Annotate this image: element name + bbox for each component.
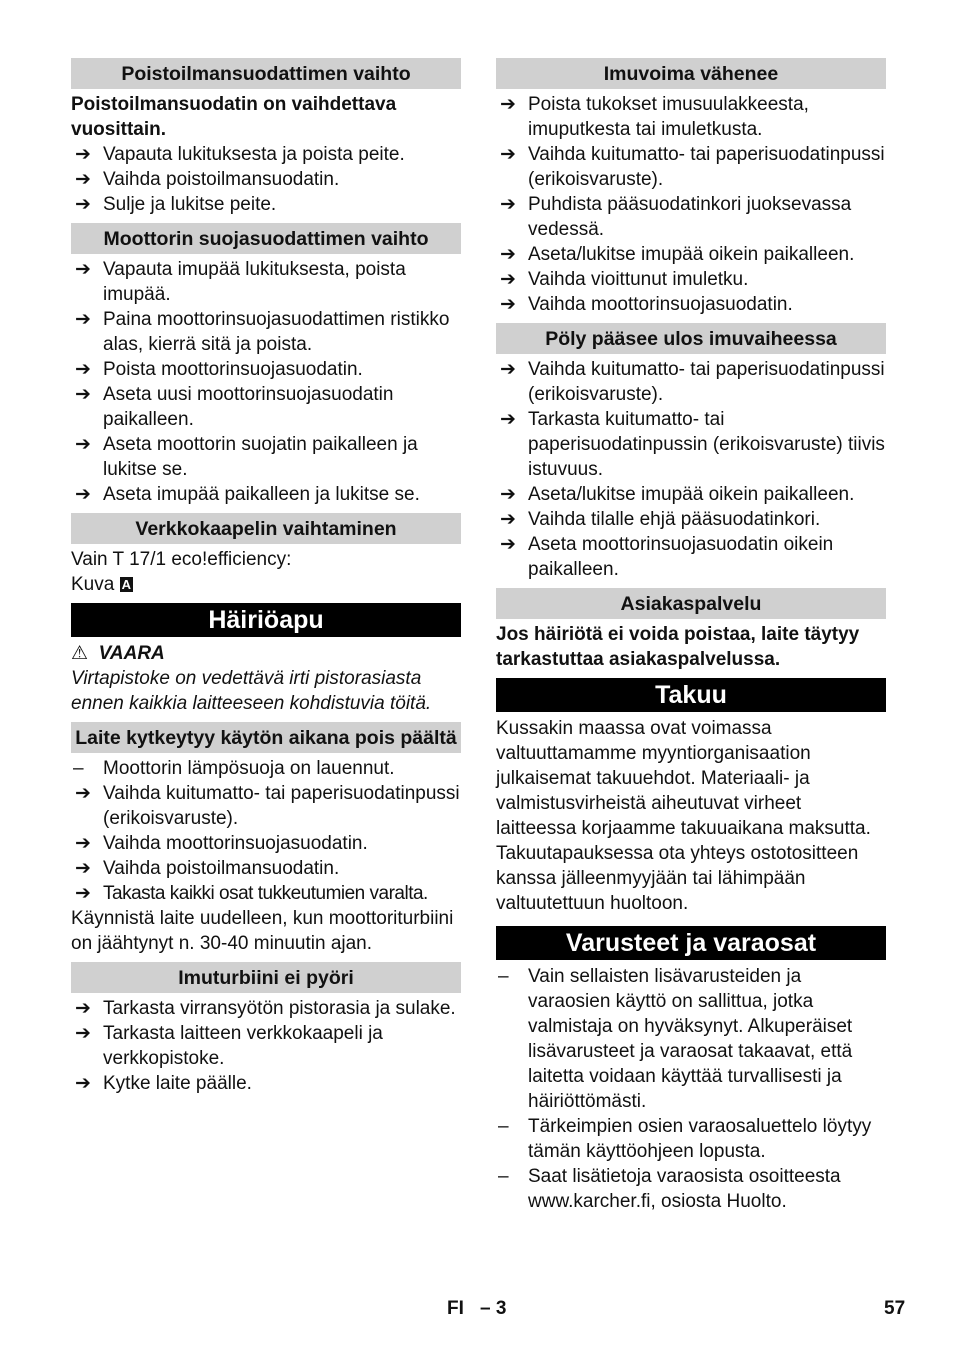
list-item: ➔ Vaihda poistoilmansuodatin. (75, 169, 340, 190)
arrow-icon: ➔ (75, 309, 91, 330)
arrow-icon: ➔ (75, 434, 91, 455)
arrow-icon: ➔ (75, 169, 91, 190)
arrow-icon: ➔ (75, 359, 91, 380)
arrow-icon: ➔ (500, 194, 516, 215)
arrow-icon: ➔ (75, 833, 91, 854)
instruction-list (496, 357, 886, 582)
list-item: ➔ Vaihda moottorinsuojasuodatin. (75, 833, 368, 854)
arrow-icon: ➔ (75, 1023, 91, 1044)
instruction-list (71, 257, 461, 507)
arrow-icon: ➔ (75, 484, 91, 505)
section-page-number: – 3 (480, 1298, 507, 1319)
list-item: ➔ Vaihda vioittunut imuletku. (500, 269, 749, 290)
list-item: ➔ Kytke laite päälle. (75, 1073, 252, 1094)
warning-icon: ⚠ (71, 643, 89, 664)
right-column (496, 58, 886, 1214)
list-item: ➔ Tarkasta kuitumatto- tai paperisuodatinpussin (erikoisvaruste) tiivis istuvuus. (500, 409, 885, 480)
list-item: ➔ Vapauta lukituksesta ja poista peite. (75, 144, 405, 165)
dash-icon: – (498, 1166, 509, 1187)
accessory-list (496, 964, 886, 1214)
list-item: ➔ Vaihda poistoilmansuodatin. (75, 858, 340, 879)
paragraph: Jos häiriötä ei voida poistaa, laite täytyy tarkastuttaa asiakaspalvelussa. (496, 624, 860, 670)
arrow-icon: ➔ (500, 94, 516, 115)
arrow-icon: ➔ (500, 484, 516, 505)
arrow-icon: ➔ (500, 144, 516, 165)
arrow-icon: ➔ (500, 534, 516, 555)
list-item: – Vain sellaisten lisävarusteiden ja varaosien käyttö on sallittua, jotka valmistaja on hyväksynyt. Alkuperäiset lisävarusteet ja varaosat takaavat, että laitetta voidaan käyttää turvallisesti ja häiriöttömästi. (498, 966, 853, 1112)
list-item: – Tärkeimpien osien varaosaluettelo löytyy tämän käyttöohjeen lopusta. (498, 1116, 872, 1162)
arrow-icon: ➔ (500, 294, 516, 315)
arrow-icon: ➔ (75, 783, 91, 804)
main-heading: Häiriöapu (71, 603, 461, 637)
figure-reference: Kuva A (71, 574, 131, 595)
list-item: ➔ Vapauta imupää lukituksesta, poista imupää. (75, 259, 406, 305)
page-footer (0, 1296, 954, 1324)
warning-label: ⚠ VAARA (71, 643, 165, 664)
list-item: ➔ Aseta/lukitse imupää oikein paikalleen. (500, 244, 855, 265)
list-item: ➔ Poista tukokset imusuulakkeesta, imuputkesta tai imuletkusta. (500, 94, 809, 140)
paragraph: Käynnistä laite uudelleen, kun moottoriturbiini on jäähtynyt n. 30-40 minuutin ajan. (71, 908, 454, 954)
arrow-icon: ➔ (500, 509, 516, 530)
paragraph: Poistoilmansuodatin on vaihdettava vuosittain. (71, 94, 397, 140)
language-code: FI (447, 1298, 464, 1319)
list-item: ➔ Vaihda tilalle ehjä pääsuodatinkori. (500, 509, 821, 530)
arrow-icon: ➔ (75, 998, 91, 1019)
list-item: ➔ Sulje ja lukitse peite. (75, 194, 277, 215)
section-heading: Laite kytkeytyy käytön aikana pois päältä (71, 722, 461, 753)
arrow-icon: ➔ (75, 883, 91, 904)
arrow-icon: ➔ (75, 858, 91, 879)
section-heading: Verkkokaapelin vaihtaminen (71, 513, 461, 544)
list-item: ➔ Takasta kaikki osat tukkeutumien varalta. (75, 883, 428, 904)
list-item: ➔ Aseta/lukitse imupää oikein paikalleen. (500, 484, 855, 505)
list-item: – Moottorin lämpösuoja on lauennut. (73, 758, 395, 779)
instruction-list (71, 996, 461, 1096)
instruction-list (496, 92, 886, 317)
main-heading: Takuu (496, 678, 886, 712)
arrow-icon: ➔ (75, 259, 91, 280)
list-item: ➔ Paina moottorinsuojasuodattimen ristikko alas, kierrä sitä ja poista. (75, 309, 450, 355)
list-item: ➔ Tarkasta laitteen verkkokaapeli ja verkkopistoke. (75, 1023, 383, 1069)
list-item: ➔ Aseta moottorinsuojasuodatin oikein paikalleen. (500, 534, 834, 580)
list-item: – Saat lisätietoja varaosista osoitteesta www.karcher.fi, osiosta Huolto. (498, 1166, 841, 1212)
section-heading: Asiakaspalvelu (496, 588, 886, 619)
arrow-icon: ➔ (75, 194, 91, 215)
section-heading: Moottorin suojasuodattimen vaihto (71, 223, 461, 254)
warning-text: Virtapistoke on vedettävä irti pistorasiasta ennen kaikkia laitteeseen kohdistuvia töitä. (71, 668, 432, 714)
arrow-icon: ➔ (500, 244, 516, 265)
arrow-icon: ➔ (75, 144, 91, 165)
list-item: ➔ Vaihda moottorinsuojasuodatin. (500, 294, 793, 315)
left-column (71, 58, 461, 1096)
page-number: 57 (884, 1298, 906, 1319)
arrow-icon: ➔ (75, 384, 91, 405)
section-heading: Imuturbiini ei pyöri (71, 962, 461, 993)
instruction-list (71, 756, 461, 906)
list-item: ➔ Aseta imupää paikalleen ja lukitse se. (75, 484, 420, 505)
arrow-icon: ➔ (500, 359, 516, 380)
list-item: ➔ Vaihda kuitumatto- tai paperisuodatinpussi (erikoisvaruste). (500, 144, 885, 190)
list-item: ➔ Puhdista pääsuodatinkori juoksevassa vedessä. (500, 194, 852, 240)
dash-icon: – (498, 1116, 509, 1137)
list-item: ➔ Aseta moottorin suojatin paikalleen ja lukitse se. (75, 434, 418, 480)
arrow-icon: ➔ (75, 1073, 91, 1094)
list-item: ➔ Aseta uusi moottorinsuojasuodatin paikalleen. (75, 384, 394, 430)
main-heading: Varusteet ja varaosat (496, 926, 886, 960)
instruction-list (71, 142, 461, 217)
arrow-icon: ➔ (500, 409, 516, 430)
dash-icon: – (498, 966, 509, 987)
paragraph: Kussakin maassa ovat voimassa valtuuttamamme myyntiorganisaation julkaisemat takuuehdot. Materiaali- ja valmistusvirheistä aiheutuvat virheet laitteessa korjaamme takuuaikana maksutta. Takuutapauksessa ota yhteys ostotositteen kanssa jälleenmyyjään tai lähimpään valtuutettuun huoltoon. (496, 718, 871, 914)
section-heading: Imuvoima vähenee (496, 58, 886, 89)
list-item: ➔ Poista moottorinsuojasuodatin. (75, 359, 363, 380)
arrow-icon: ➔ (500, 269, 516, 290)
list-item: ➔ Tarkasta virransyötön pistorasia ja sulake. (75, 998, 456, 1019)
figure-label: A (121, 577, 131, 592)
paragraph: Vain T 17/1 eco!efficiency: (71, 549, 292, 570)
list-item: ➔ Vaihda kuitumatto- tai paperisuodatinpussi (erikoisvaruste). (75, 783, 460, 829)
section-heading: Poistoilmansuodattimen vaihto (71, 58, 461, 89)
dash-icon: – (73, 758, 84, 779)
section-heading: Pöly pääsee ulos imuvaiheessa (496, 323, 886, 354)
list-item: ➔ Vaihda kuitumatto- tai paperisuodatinpussi (erikoisvaruste). (500, 359, 885, 405)
